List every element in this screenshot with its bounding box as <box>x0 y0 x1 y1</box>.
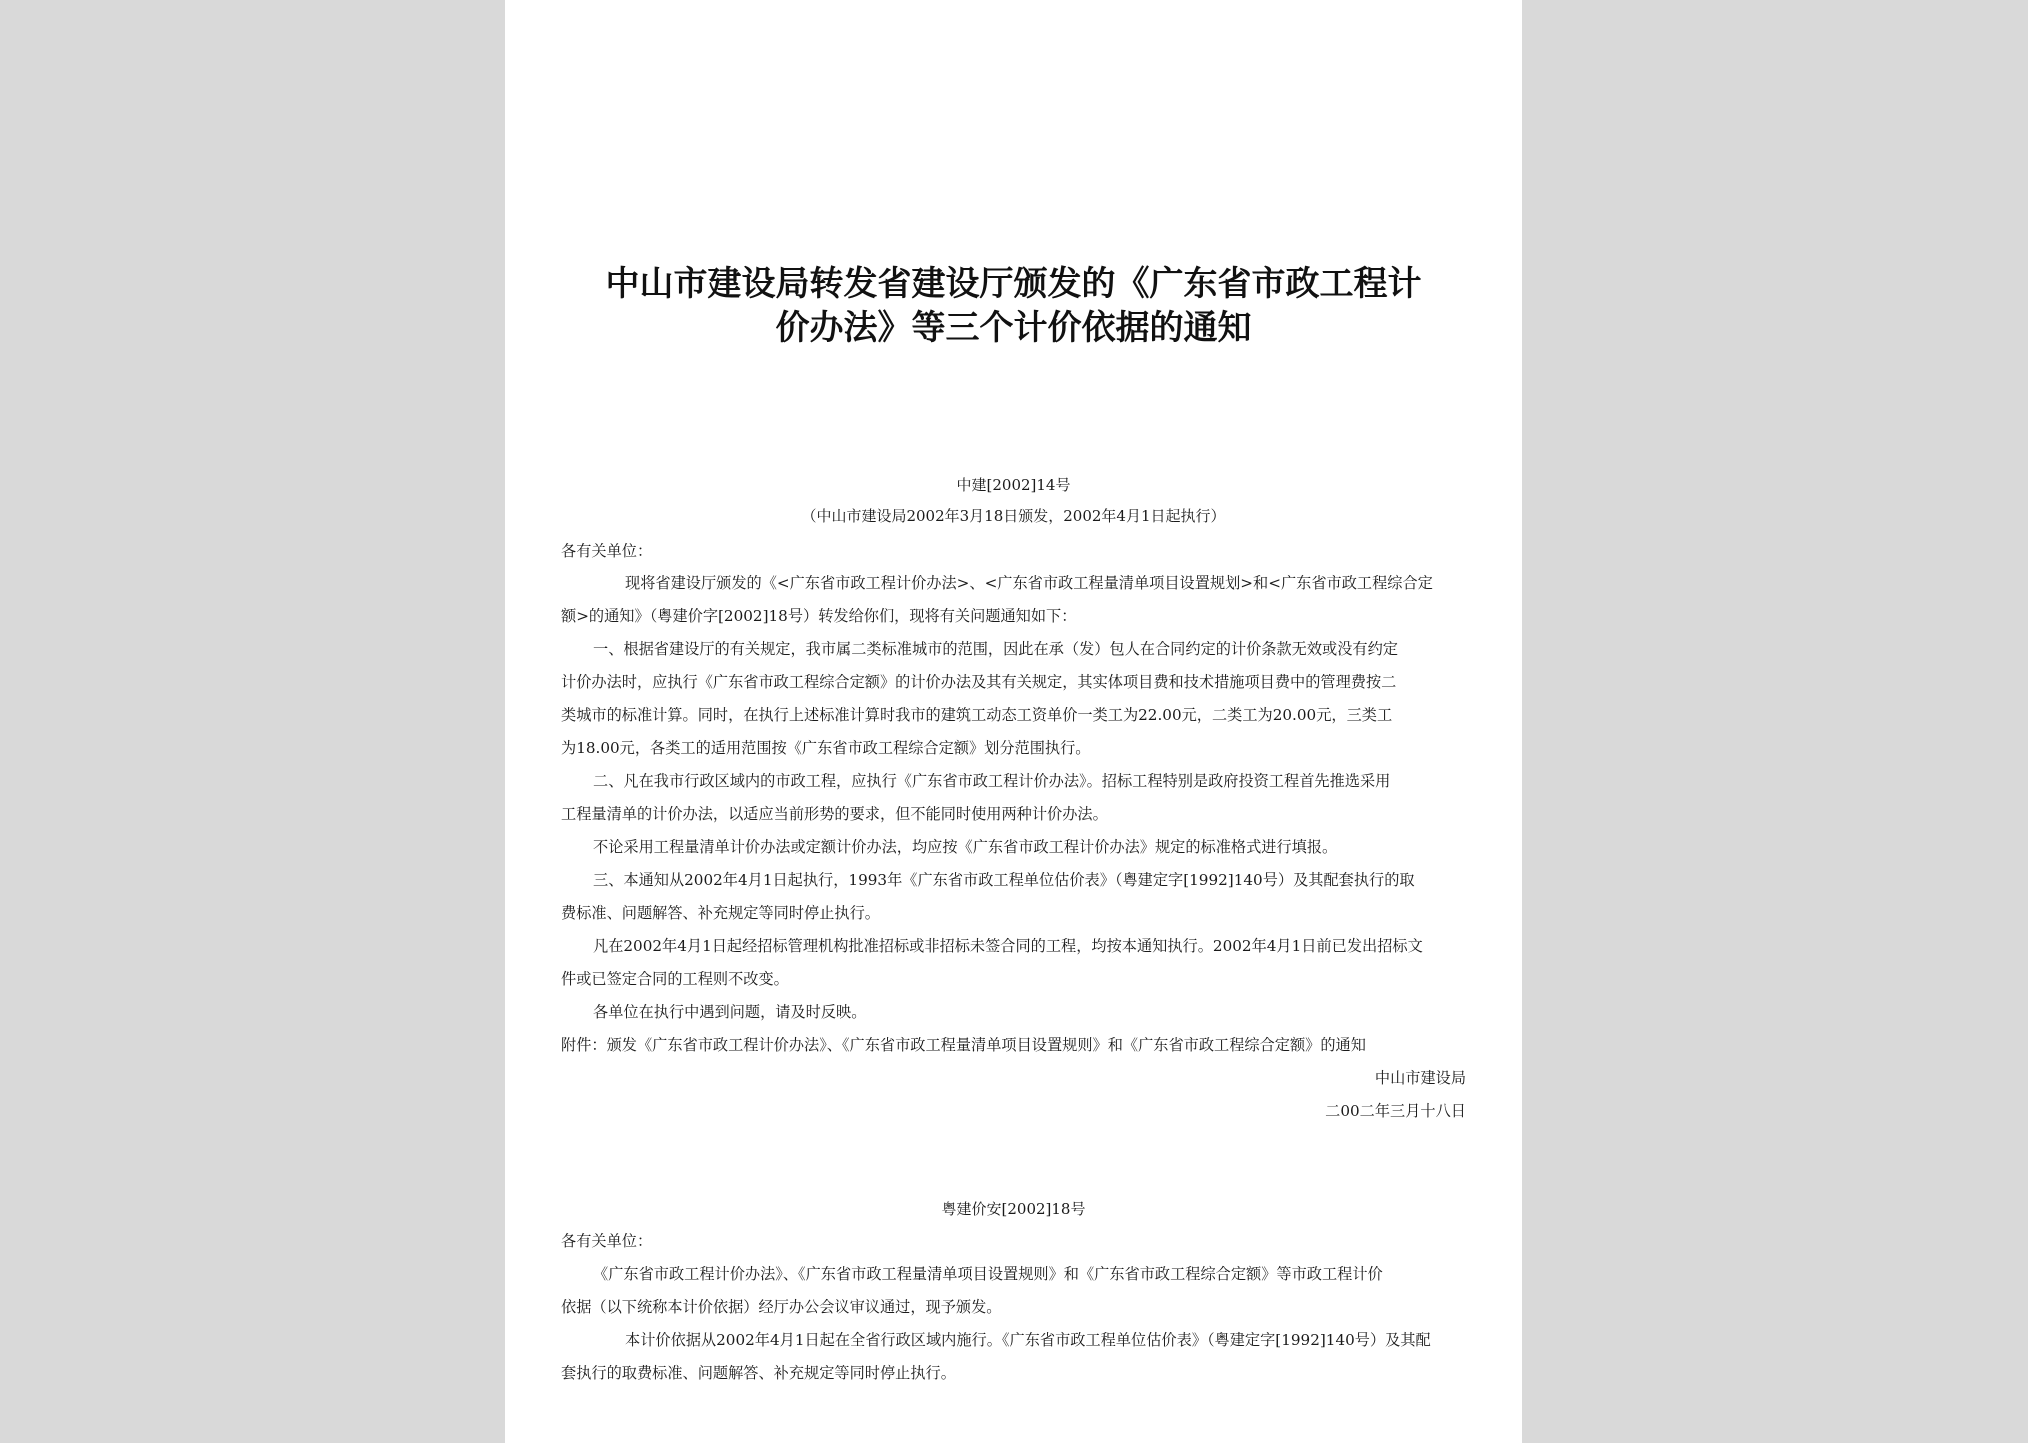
paragraph-line: 依据（以下统称本计价依据）经厅办公会议审议通过，现予颁发。 <box>561 1298 1002 1316</box>
title-line-2: 价办法》等三个计价依据的通知 <box>775 308 1252 348</box>
paragraph-line: 额>的通知》（粤建价字[2002]18号）转发给你们，现将有关问题通知如下： <box>561 607 1077 625</box>
paragraph-line: 费标准、问题解答、补充规定等同时停止执行。 <box>561 904 880 922</box>
paragraph-line: 三、本通知从2002年4月1日起执行，1993年《广东省市政工程单位估价表》（粤建定字[1992]140号）及其配套执行的取 <box>593 871 1415 889</box>
salutation: 各有关单位： <box>561 542 653 560</box>
document-title <box>555 262 1472 350</box>
paragraph-line: 工程量清单的计价办法，以适应当前形势的要求，但不能同时使用两种计价办法。 <box>561 805 1108 823</box>
title-line-1: 中山市建设局转发省建设厅颁发的《广东省市政工程计 <box>605 264 1422 304</box>
attachment-line: 附件：颁发《广东省市政工程计价办法》、《广东省市政工程量清单项目设置规则》和《广东省市政工程综合定额》的通知 <box>561 1036 1366 1054</box>
paragraph-line: 《广东省市政工程计价办法》、《广东省市政工程量清单项目设置规则》和《广东省市政工程综合定额》等市政工程计价 <box>593 1265 1383 1283</box>
issuer-signature: 中山市建设局 <box>1374 1069 1466 1087</box>
paragraph-line: 一、根据省建设厅的有关规定，我市属二类标准城市的范围，因此在承（发）包人在合同约定的计价条款无效或没有约定 <box>593 640 1398 658</box>
paragraph-line: 凡在2002年4月1日起经招标管理机构批准招标或非招标未签合同的工程，均按本通知执行。2002年4月1日前已发出招标文 <box>593 937 1423 955</box>
paragraph-line: 件或已签定合同的工程则不改变。 <box>561 970 789 988</box>
paragraph-line: 现将省建设厅颁发的《<广东省市政工程计价办法>、<广东省市政工程量清单项目设置规划>和<广东省市政工程综合定 <box>625 574 1433 592</box>
salutation-2: 各有关单位： <box>561 1232 653 1250</box>
paragraph-line: 为18.00元，各类工的适用范围按《广东省市政工程综合定额》划分范围执行。 <box>561 739 1091 757</box>
document-issue-note: （中山市建设局2002年3月18日颁发，2002年4月1日起执行） <box>801 507 1226 525</box>
document-page <box>505 0 1522 1443</box>
document-number: 中建[2002]14号 <box>956 476 1071 494</box>
paragraph-line: 计价办法时，应执行《广东省市政工程综合定额》的计价办法及其有关规定，其实体项目费和技术措施项目费中的管理费按二 <box>561 673 1397 691</box>
paragraph-line: 类城市的标准计算。同时，在执行上述标准计算时我市的建筑工动态工资单价一类工为22.00元，二类工为20.00元，三类工 <box>561 706 1393 724</box>
paragraph-line: 二、凡在我市行政区域内的市政工程，应执行《广东省市政工程计价办法》。招标工程特别是政府投资工程首先推选采用 <box>593 772 1391 790</box>
document-number-2: 粤建价安[2002]18号 <box>941 1200 1086 1218</box>
paragraph-line: 本计价依据从2002年4月1日起在全省行政区域内施行。《广东省市政工程单位估价表》（粤建定字[1992]140号）及其配 <box>625 1331 1431 1349</box>
paragraph-line: 套执行的取费标准、问题解答、补充规定等同时停止执行。 <box>561 1364 956 1382</box>
issue-date: 二00二年三月十八日 <box>1325 1102 1466 1120</box>
paragraph-line: 各单位在执行中遇到问题，请及时反映。 <box>593 1003 867 1021</box>
paragraph-line: 不论采用工程量清单计价办法或定额计价办法，均应按《广东省市政工程计价办法》规定的标准格式进行填报。 <box>593 838 1338 856</box>
